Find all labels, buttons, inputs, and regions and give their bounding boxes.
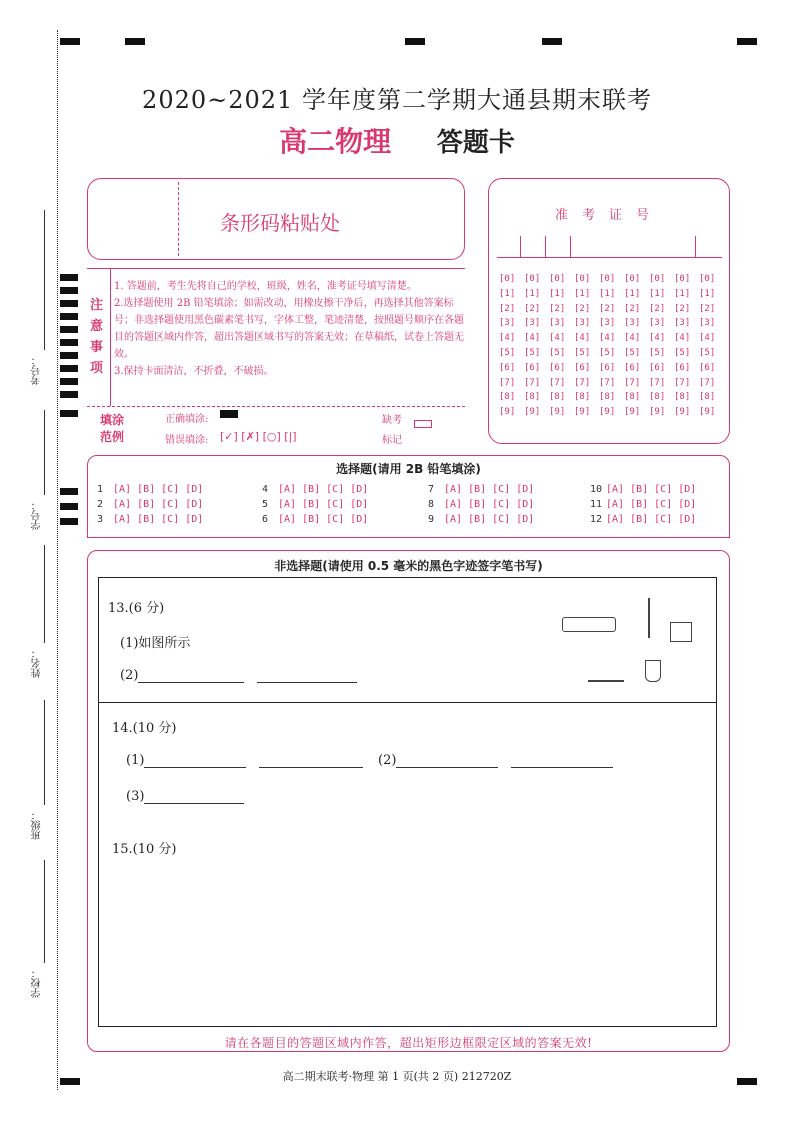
exam-id-digit-bubble[interactable]: [2] (599, 303, 616, 314)
exam-id-digit-bubble[interactable]: [8] (574, 392, 591, 403)
q13-part2-label: (2) (120, 668, 139, 683)
exam-id-digit-bubble[interactable]: [4] (524, 333, 541, 344)
choice-option-bubbles[interactable]: [A] [B] [C] [D] (278, 514, 369, 525)
exam-id-digit-bubble[interactable]: [5] (674, 347, 691, 358)
card-label: 答题卡 (436, 128, 515, 158)
notice-text (114, 278, 464, 380)
exam-id-digit-bubble[interactable]: [4] (549, 333, 566, 344)
exam-id-digit-bubble[interactable]: [0] (674, 274, 691, 284)
exam-id-digit-bubble[interactable]: [7] (499, 377, 516, 388)
exam-id-digit-bubble[interactable]: [1] (649, 288, 666, 299)
exam-id-digit-bubble[interactable]: [2] (674, 303, 691, 314)
exam-id-digit-bubble[interactable]: [6] (524, 362, 541, 373)
exam-id-digit-bubble[interactable]: [6] (574, 362, 591, 373)
absent-checkbox[interactable] (414, 420, 432, 428)
alignment-mark (542, 38, 562, 45)
notice-side-char: 意 (90, 319, 104, 334)
choice-question-row[interactable] (262, 484, 368, 495)
exam-id-digit-bubble[interactable]: [2] (499, 303, 516, 314)
notice-item: 2.选择题使用 2B 铅笔填涂；如需改动，用橡皮擦干净后，再选择其他答案标号；非选择题使用黑色碳素笔书写，字体工整，笔迹清楚，按照题号顺序在各题目的答题区域内作答，超出答题区域书写的答案无效；在草稿纸，试卷上答题无效。 (114, 298, 464, 360)
notice-divider (110, 268, 111, 406)
choice-option-bubbles[interactable]: [A] [B] [C] [D] (113, 499, 204, 510)
exam-id-digit-column[interactable] (524, 272, 540, 420)
choice-question-number: 5 (262, 499, 269, 510)
absent-label: 缺考 (382, 415, 402, 426)
choice-question-number: 12 (590, 514, 603, 525)
q14-part1 (126, 753, 363, 768)
exam-id-digit-bubble[interactable]: [7] (549, 377, 566, 388)
exam-id-digit-bubble[interactable]: [6] (599, 362, 616, 373)
school-line[interactable] (44, 860, 45, 963)
timing-mark (60, 326, 78, 333)
exam-id-digit-bubble[interactable]: [1] (574, 288, 591, 299)
exam-id-write-row[interactable] (497, 236, 722, 258)
timing-mark (60, 300, 78, 307)
exam-id-digit-bubble[interactable]: [8] (499, 392, 516, 403)
exam-id-digit-bubble[interactable]: [3] (574, 318, 591, 329)
choice-question-number: 8 (428, 499, 435, 510)
notice-side-char: 项 (90, 361, 104, 376)
q14-blank-4[interactable] (511, 756, 613, 768)
binding-line (57, 30, 58, 1090)
alignment-mark (125, 38, 145, 45)
choice-question-row[interactable] (97, 499, 203, 510)
alignment-mark (405, 38, 425, 45)
exam-id-digit-bubble[interactable]: [6] (549, 362, 566, 373)
apparatus-figure (562, 617, 616, 632)
timing-mark (60, 488, 78, 495)
choice-option-bubbles[interactable]: [A] [B] [C] [D] (278, 499, 369, 510)
correct-fill-sample (220, 410, 238, 418)
exam-id-digit-bubble[interactable]: [3] (674, 318, 691, 329)
beaker-figure (645, 660, 661, 682)
q14-blank-1[interactable] (144, 756, 246, 768)
choice-option-bubbles[interactable]: [A] [B] [C] [D] (278, 484, 369, 495)
timing-mark (60, 518, 78, 525)
exam-id-digit-bubble[interactable]: [7] (599, 377, 616, 388)
choice-question-number: 10 (590, 484, 603, 495)
q14-blank-3[interactable] (396, 756, 498, 768)
page-title: 2020~2021 学年度第二学期大通县期末联考 (142, 86, 652, 114)
timing-mark (60, 287, 78, 294)
exam-id-digit-bubble[interactable]: [3] (649, 318, 666, 329)
exam-id-digit-bubble[interactable]: [0] (524, 274, 541, 284)
choice-title: 选择题(请用 2B 铅笔填涂) (336, 462, 481, 476)
choice-question-row[interactable] (590, 484, 696, 495)
notice-side-char: 事 (90, 340, 104, 355)
exam-id-digit-bubble[interactable]: [8] (624, 392, 641, 403)
choice-question-number: 7 (428, 484, 435, 495)
exam-id-digit-bubble[interactable]: [0] (574, 274, 591, 284)
choice-option-bubbles[interactable]: [A] [B] [C] [D] (113, 514, 204, 525)
choice-option-bubbles[interactable]: [A] [B] [C] [D] (606, 499, 697, 510)
q13-blank-1[interactable] (138, 671, 244, 683)
q13-part2 (120, 668, 357, 683)
exam-id-digit-bubble[interactable]: [2] (649, 303, 666, 314)
exam-id-digit-bubble[interactable]: [4] (574, 333, 591, 344)
exam-id-digit-bubble[interactable]: [0] (599, 274, 616, 284)
choice-option-bubbles[interactable]: [A] [B] [C] [D] (444, 484, 535, 495)
exam-id-digit-bubble[interactable]: [8] (599, 392, 616, 403)
exam-id-digit-bubble[interactable]: [7] (624, 377, 641, 388)
exam-id-digit-column[interactable] (649, 272, 665, 420)
exam-id-digit-bubble[interactable]: [8] (524, 392, 541, 403)
choice-question-number: 1 (97, 484, 104, 495)
exam-id-digit-bubble[interactable]: [4] (699, 333, 716, 344)
choice-option-bubbles[interactable]: [A] [B] [C] [D] (606, 484, 697, 495)
timing-mark (60, 365, 78, 372)
choice-question-row[interactable] (590, 499, 696, 510)
exam-id-digit-bubble[interactable]: [7] (524, 377, 541, 388)
choice-question-row[interactable] (428, 499, 534, 510)
exam-id-digit-bubble[interactable]: [2] (624, 303, 641, 314)
q14-part2-label: (2) (378, 753, 397, 768)
q14-part3 (126, 789, 244, 804)
exam-id-digit-bubble[interactable]: [2] (549, 303, 566, 314)
exam-id-digit-bubble[interactable]: [3] (499, 318, 516, 329)
choice-question-number: 3 (97, 514, 104, 525)
class-label: 班级： (32, 810, 43, 840)
notice-side-label (90, 295, 108, 379)
exam-id-digit-column[interactable] (624, 272, 640, 420)
exam-no-label: 考号： (32, 355, 43, 385)
exam-id-digit-column[interactable] (574, 272, 590, 420)
exam-id-digit-bubble[interactable]: [1] (549, 288, 566, 299)
timing-mark (60, 378, 78, 385)
exam-id-digit-bubble[interactable]: [5] (549, 347, 566, 358)
choice-question-row[interactable] (262, 514, 368, 525)
choice-question-number: 6 (262, 514, 269, 525)
notice-item: 3.保持卡面清洁，不折叠，不破损。 (114, 366, 274, 377)
exam-id-digit-bubble[interactable]: [3] (699, 318, 716, 329)
choice-question-number: 9 (428, 514, 435, 525)
galvanometer-figure (670, 622, 692, 642)
student-no-label: 学号： (32, 500, 43, 530)
exam-id-digit-bubble[interactable]: [9] (649, 407, 666, 418)
q14-part2 (378, 753, 613, 768)
school-label: 学校： (32, 968, 43, 998)
exam-id-digit-bubble[interactable]: [7] (699, 377, 716, 388)
exam-id-digit-bubble[interactable]: [1] (499, 288, 516, 299)
exam-id-digit-column[interactable] (549, 272, 565, 420)
exam-id-digit-bubble[interactable]: [7] (649, 377, 666, 388)
exam-id-digit-bubble[interactable]: [5] (649, 347, 666, 358)
q14-blank-2[interactable] (259, 756, 363, 768)
exam-id-digit-bubble[interactable]: [5] (574, 347, 591, 358)
correct-fill-label: 正确填涂: (165, 414, 209, 425)
exam-id-digit-bubble[interactable]: [9] (524, 407, 541, 418)
subject-title (0, 120, 794, 160)
choice-option-bubbles[interactable]: [A] [B] [C] [D] (444, 514, 535, 525)
exam-id-digit-bubble[interactable]: [9] (624, 407, 641, 418)
exam-id-digit-bubble[interactable]: [1] (624, 288, 641, 299)
exam-id-digit-bubble[interactable]: [9] (499, 407, 516, 418)
barcode-label: 条形码粘贴处 (220, 211, 340, 235)
q14-label: 14.(10 分) (112, 721, 177, 736)
exam-id-digit-column[interactable] (674, 272, 690, 420)
timing-mark (60, 313, 78, 320)
exam-id-digit-bubble[interactable]: [8] (699, 392, 716, 403)
q15-label: 15.(10 分) (112, 842, 177, 857)
choice-option-bubbles[interactable]: [A] [B] [C] [D] (113, 484, 204, 495)
choice-question-row[interactable] (97, 484, 203, 495)
alignment-mark (737, 38, 757, 45)
exam-id-digit-bubble[interactable]: [7] (674, 377, 691, 388)
exam-id-digit-bubble[interactable]: [7] (574, 377, 591, 388)
exam-id-digit-bubble[interactable]: [4] (674, 333, 691, 344)
exam-id-digit-bubble[interactable]: [4] (499, 333, 516, 344)
timing-mark (60, 391, 78, 398)
exam-id-digit-bubble[interactable]: [0] (699, 274, 716, 284)
timing-mark (60, 410, 78, 417)
alignment-mark (60, 38, 80, 45)
exam-id-digit-bubble[interactable]: [8] (549, 392, 566, 403)
exam-id-digit-bubble[interactable]: [6] (649, 362, 666, 373)
exam-id-digit-bubble[interactable]: [3] (624, 318, 641, 329)
exam-id-digit-bubble[interactable]: [1] (699, 288, 716, 299)
nonchoice-title: 非选择题(请使用 0.5 毫米的黑色字迹签字笔书写) (274, 559, 543, 573)
student-no-line[interactable] (44, 410, 45, 495)
barcode-divider (178, 182, 179, 256)
q14-part1-label: (1) (126, 753, 145, 768)
choice-question-number: 4 (262, 484, 269, 495)
exam-id-digit-bubble[interactable]: [5] (524, 347, 541, 358)
exam-id-digit-column[interactable] (699, 272, 715, 420)
exam-id-digit-bubble[interactable]: [0] (649, 274, 666, 284)
coil-figure (648, 598, 658, 638)
exam-id-digit-bubble[interactable]: [3] (549, 318, 566, 329)
exam-id-digit-column[interactable] (599, 272, 615, 420)
exam-id-digit-bubble[interactable]: [5] (499, 347, 516, 358)
timing-mark (60, 352, 78, 359)
wrong-fill-label: 错误填涂: (165, 435, 209, 446)
wrong-fill-samples: [✓] [✗] [○] [|] (220, 430, 297, 443)
subject-name: 高二物理 (279, 125, 392, 158)
choice-question-number: 2 (97, 499, 104, 510)
exam-id-digit-bubble[interactable]: [9] (674, 407, 691, 418)
choice-option-bubbles[interactable]: [A] [B] [C] [D] (444, 499, 535, 510)
exam-id-title: 准考证号 (554, 208, 663, 223)
timing-mark (60, 503, 78, 510)
footer-note: 请在各题目的答题区域内作答，超出矩形边框限定区域的答案无效! (224, 1036, 593, 1050)
exam-id-digit-bubble[interactable]: [4] (624, 333, 641, 344)
class-line[interactable] (44, 700, 45, 805)
exam-id-digit-bubble[interactable]: [2] (699, 303, 716, 314)
exam-id-digit-bubble[interactable]: [9] (599, 407, 616, 418)
switch-figure (588, 660, 624, 682)
choice-question-row[interactable] (590, 514, 696, 525)
exam-id-digit-bubble[interactable]: [0] (549, 274, 566, 284)
exam-id-digit-bubble[interactable]: [5] (624, 347, 641, 358)
exam-id-digit-bubble[interactable]: [2] (524, 303, 541, 314)
exam-id-digit-bubble[interactable]: [0] (499, 274, 516, 284)
exam-id-digit-bubble[interactable]: [8] (674, 392, 691, 403)
choice-question-number: 11 (590, 499, 603, 510)
notice-item: 1. 答题前，考生先将自己的学校，班级，姓名，准考证号填写清楚。 (114, 281, 417, 292)
exam-id-digit-bubble[interactable]: [4] (649, 333, 666, 344)
q14-blank-5[interactable] (144, 792, 244, 804)
notice-side-char: 注 (90, 298, 104, 313)
exam-id-digit-bubble[interactable]: [6] (499, 362, 516, 373)
exam-id-digit-bubble[interactable]: [8] (649, 392, 666, 403)
q13-label: 13.(6 分) (108, 601, 165, 616)
exam-id-digit-bubble[interactable]: [1] (599, 288, 616, 299)
exam-no-line[interactable] (44, 210, 45, 350)
name-label: 姓名： (32, 648, 43, 678)
exam-id-digit-bubble[interactable]: [6] (674, 362, 691, 373)
exam-id-digit-bubble[interactable]: [4] (599, 333, 616, 344)
choice-option-bubbles[interactable]: [A] [B] [C] [D] (606, 514, 697, 525)
exam-id-digit-bubble[interactable]: [1] (524, 288, 541, 299)
exam-id-digit-bubble[interactable]: [5] (699, 347, 716, 358)
mark-label: 标记 (382, 435, 402, 446)
exam-id-digit-bubble[interactable]: [5] (599, 347, 616, 358)
choice-question-row[interactable] (262, 499, 368, 510)
answer-divider (98, 702, 717, 703)
exam-id-digit-bubble[interactable]: [9] (699, 407, 716, 418)
exam-id-digit-bubble[interactable]: [9] (574, 407, 591, 418)
fill-example-label1: 填涂 (100, 413, 125, 427)
exam-id-digit-bubble[interactable]: [0] (624, 274, 641, 284)
timing-mark (60, 274, 78, 281)
choice-question-row[interactable] (428, 484, 534, 495)
q14-part3-label: (3) (126, 789, 145, 804)
exam-id-digit-bubble[interactable]: [9] (549, 407, 566, 418)
choice-question-row[interactable] (97, 514, 203, 525)
fill-example-divider (87, 406, 465, 407)
exam-id-digit-bubble[interactable]: [3] (524, 318, 541, 329)
fill-example-label2: 范例 (100, 430, 125, 444)
q13-part1: (1)如图所示 (120, 636, 191, 651)
q13-blank-2[interactable] (257, 671, 357, 683)
exam-id-digit-bubble[interactable]: [6] (699, 362, 716, 373)
choice-question-row[interactable] (428, 514, 534, 525)
page-footer: 高二期末联考·物理 第 1 页(共 2 页) 212720Z (282, 1070, 512, 1083)
exam-id-digit-column[interactable] (499, 272, 515, 420)
timing-mark (60, 339, 78, 346)
exam-id-digit-bubble[interactable]: [3] (599, 318, 616, 329)
exam-id-digit-bubble[interactable]: [1] (674, 288, 691, 299)
name-line[interactable] (44, 545, 45, 643)
exam-id-digit-bubble[interactable]: [2] (574, 303, 591, 314)
exam-id-digit-bubble[interactable]: [6] (624, 362, 641, 373)
